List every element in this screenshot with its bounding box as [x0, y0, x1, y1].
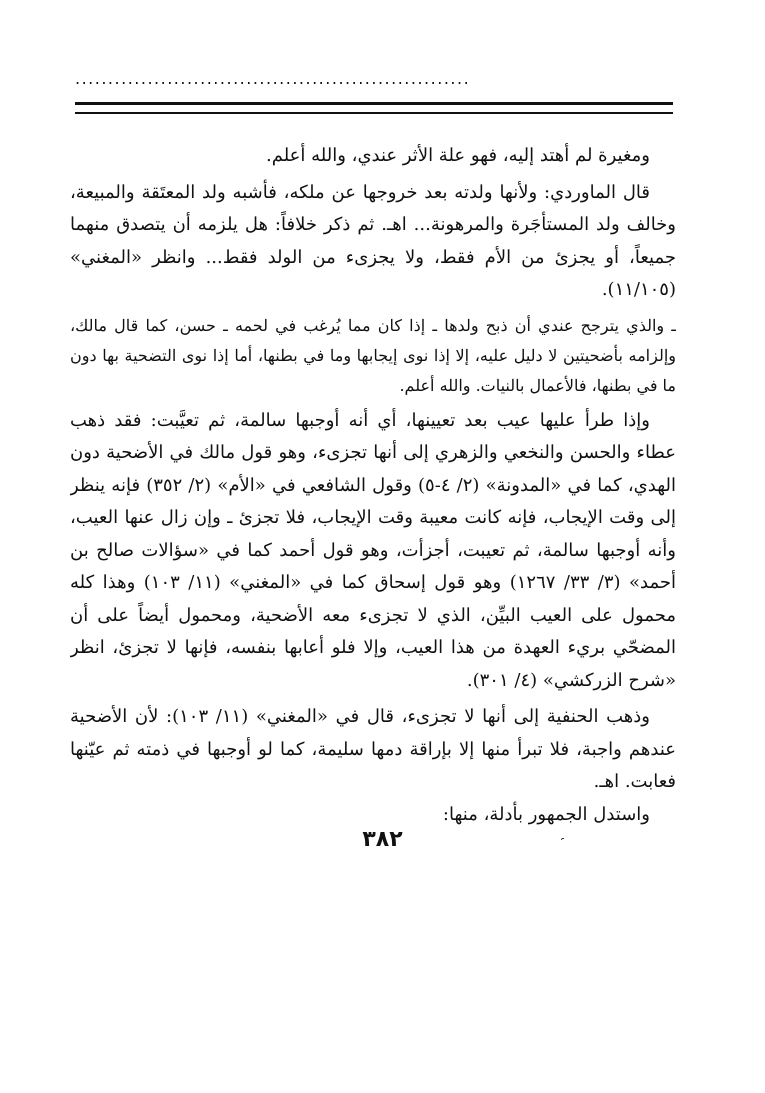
paragraph-5: وذهب الحنفية إلى أنها لا تجزىء، قال في «المغني» (١١/ ١٠٣): لأن الأضحية عندهم واجبة، فلا تبرأ منها إلا بإراقة دمها سليمة، كما لو أوجبها في ذمته ثم عيّنها فعابت. اهـ.	[70, 706, 676, 792]
paragraph-4: وإذا طرأ عليها عيب بعد تعيينها، أي أنه أوجبها سالمة، ثم تعيَّبت: فقد ذهب عطاء والحسن والنخعي والزهري إلى أنها تجزىء، وهو قول مالك في الأضحية دون الهدي، كما في «المدونة» (٢/ ٤-٥) وقول الشافعي في «الأم» (٢/ ٣٥٢) فإنه ينظر إلى وقت الإيجاب، فإنه كانت معيبة وقت الإيجاب، فلا تجزئ ـ وإن زال عنها العيب، وأنه أوجبها سالمة، ثم تعيبت، أجزأت، وهو قول أحمد كما في «سؤالات صالح بن أحمد» (٣/ ٣٣/ ١٢٦٧) وهو قول إسحاق كما في «المغني» (١١/ ١٠٣) وهذا كله محمول على العيب البيِّن، الذي لا تجزىء معه الأضحية، ومحمول أيضاً على أن المضحّي بريء العهدة من هذا العيب، وإلا فلو أعابها بنفسه، فإنها لا تجزئ، انظر «شرح الزركشي» (٤/ ٣٠١).	[70, 409, 676, 691]
header-rule-thick	[75, 102, 673, 105]
paragraph-6: واستدل الجمهور بأدلة، منها:	[442, 803, 650, 825]
paragraph-2: قال الماوردي: ولأنها ولدته بعد خروجها عن ملكه، فأشبه ولد المعتَقة والمبيعة، وخالف ولد المستأجَرة والمرهونة... اهـ. ثم ذكر خلافاً: هل يلزمه أن يتصدق منهما جميعاً، أو يجزئ من الأم فقط، ولا يجزىء من الولد فقط... وانظر «المغني» (١١/١٠٥).	[70, 181, 676, 300]
header-dotted-line: ............................................................	[75, 72, 471, 86]
page-number: ٣٨٢	[362, 827, 403, 852]
header-rule-thin	[75, 112, 673, 114]
paragraph-3-note: ـ والذي يترجح عندي أن ذبح ولدها ـ إذا كان مما يُرغب في لحمه ـ حسن، كما قال مالك، وإلزامه بأضحيتين لا دليل عليه، إلا إذا نوى إيجابها وما في بطنها، أما إذا نوى التضحية بها دون ما في بطنها، فالأعمال بالنيات. والله أعلم.	[70, 315, 676, 395]
paragraph-1: ومغيرة لم أهتد إليه، فهو علة الأثر عندي، والله أعلم.	[266, 145, 650, 166]
page-body	[70, 140, 676, 840]
